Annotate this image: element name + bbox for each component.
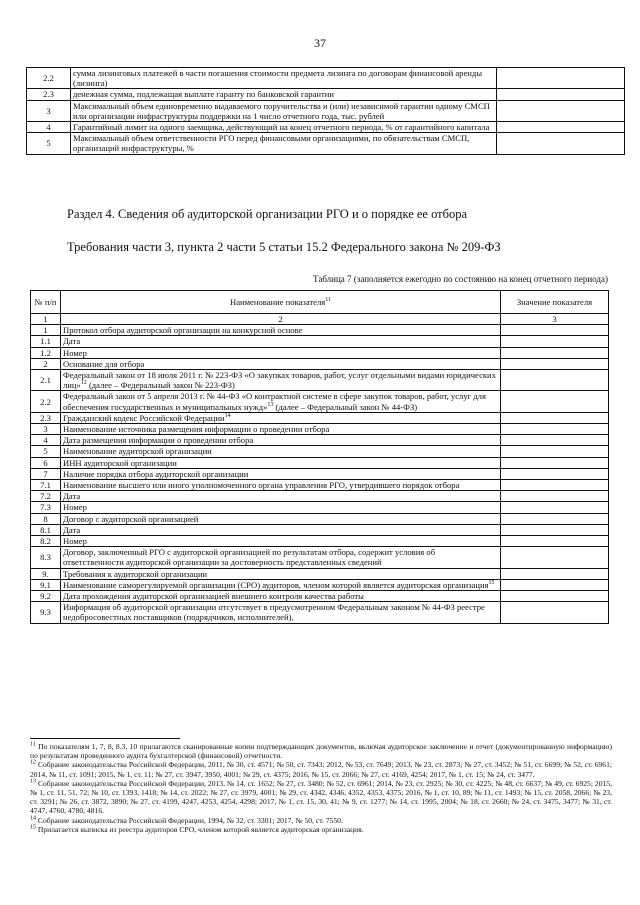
- footnote-text: Собрание законодательства Российской Федерации, 1994, № 32, ст. 3301; 2017, № 50, ст. 7550.: [36, 815, 343, 825]
- footnote-text: Собрание законодательства Российской Федерации, 2013, № 14, ст. 1652; № 27, ст. 3480; № 52, ст. 6961; 2014, № 23, ст. 2925; № 30, ст. 4225; № 48, ст. 6637; № 49, ст. 6925; 2015, № 1, ст. 11, 51, 72; № 10, ст. 1393, 1418; № 14, ст. 2022; № 27, ст. 3979, 4001; № 29, ст. 4342, 4346, 4352, 4353, 4375; 2016, № 1, ст. 10, 89; № 11, ст. 1493; № 15, ст. 2058, 2066; № 23, ст. 3291; № 26, ст. 3872, 3890; № 27, ст. 4199, 4247, 4253, 4254, 4298; 2017, № 1, ст. 15, 30, 41; № 9, ст. 1277; № 14, ст. 1995, 2004; № 18, ст. 2660; № 24, ст. 3475, 3477; № 31, ст. 4747, 4760, 4780, 4816.: [30, 778, 612, 816]
- table-row: [31, 347, 609, 358]
- indicator-value: [501, 391, 609, 412]
- indicator-text: Дата: [63, 491, 81, 502]
- table-row: [31, 391, 609, 412]
- row-number: 3: [27, 100, 71, 121]
- row-number: 8.2: [31, 536, 61, 547]
- table-row: [27, 89, 625, 100]
- table-row: [31, 358, 609, 369]
- indicator-name: Гарантийный лимит на одного заемщика, действующий на конец отчетного периода, % от гарантийного капитала: [71, 122, 497, 133]
- indicator-value: [501, 424, 609, 435]
- indicator-name: [61, 336, 501, 347]
- table-row: [31, 568, 609, 579]
- indicator-text: Наличие порядка отбора аудиторской организации: [63, 468, 249, 479]
- table-row: [31, 524, 609, 535]
- row-number: 3: [31, 424, 61, 435]
- indicator-value: [501, 524, 609, 535]
- indicator-name: [61, 347, 501, 358]
- table-row: [31, 579, 609, 590]
- indicator-name: [61, 468, 501, 479]
- colnum-2: 2: [61, 314, 501, 325]
- table-row: [31, 513, 609, 524]
- indicator-name: [61, 435, 501, 446]
- table-caption: Таблица 7 (заполняется ежегодно по состоянию на конец отчетного периода): [313, 274, 608, 284]
- indicator-value: [501, 513, 609, 524]
- indicator-name: [61, 446, 501, 457]
- table-row: [31, 591, 609, 602]
- table-row: [27, 68, 625, 89]
- row-number: 8: [31, 513, 61, 524]
- indicator-value: [497, 100, 625, 121]
- indicator-value: [501, 536, 609, 547]
- indicator-value: [501, 491, 609, 502]
- indicator-text-tail: (далее – Федеральный закон № 223-ФЗ): [86, 380, 235, 391]
- indicator-text: Номер: [63, 536, 87, 547]
- indicator-text-tail: (далее – Федеральный закон № 44-ФЗ): [273, 401, 418, 412]
- indicator-name: [61, 547, 501, 568]
- indicator-text: Номер: [63, 347, 87, 358]
- indicator-name: [61, 358, 501, 369]
- footnote-mark: 15: [30, 824, 36, 831]
- indicator-text: Протокол отбора аудиторской организации на конкурсной основе: [63, 325, 303, 336]
- footnote: [30, 816, 612, 825]
- table-row: [31, 547, 609, 568]
- table-row: [31, 424, 609, 435]
- header-num: № п/п: [31, 291, 61, 314]
- indicator-name: [61, 536, 501, 547]
- indicator-value: [501, 568, 609, 579]
- footnote: [30, 760, 612, 778]
- row-number: 5: [31, 446, 61, 457]
- row-number: 4: [27, 122, 71, 133]
- indicator-text: Наименование саморегулируемой организации (СРО) аудиторов, членом которой является аудиторская организация: [63, 579, 489, 590]
- indicator-text: Наименование высшего или иного уполномоченного органа управления РГО, утвердившего порядок отбора: [63, 480, 460, 491]
- indicator-text: Номер: [63, 502, 87, 513]
- indicator-value: [501, 325, 609, 336]
- footnote-mark: 14: [30, 815, 36, 822]
- indicator-value: [501, 412, 609, 423]
- row-number: 7: [31, 468, 61, 479]
- row-number: 2: [31, 358, 61, 369]
- table-row: [31, 480, 609, 491]
- indicator-value: [501, 579, 609, 590]
- indicator-name: [61, 370, 501, 391]
- footnote-ref: 13: [267, 401, 274, 408]
- row-number: 2.3: [27, 89, 71, 100]
- indicator-value: [501, 591, 609, 602]
- footnote-ref: 12: [80, 380, 87, 387]
- row-number: 9.1: [31, 579, 61, 590]
- section-title: Раздел 4. Сведения об аудиторской организации РГО и о порядке ее отбора: [67, 207, 468, 221]
- indicator-text: Дата размещения информации о проведении отбора: [63, 435, 254, 446]
- indicator-name: [61, 502, 501, 513]
- indicator-name: [61, 457, 501, 468]
- indicator-text: Информация об аудиторской организации отсутствует в предусмотренном Федеральным законом № 44-ФЗ реестре недобросовестных поставщиков (подрядчиков, исполнителей),: [63, 602, 485, 623]
- indicator-name: [61, 568, 501, 579]
- table-row: [31, 602, 609, 623]
- indicator-value: [501, 336, 609, 347]
- footnotes: [30, 742, 612, 834]
- row-number: 4: [31, 435, 61, 446]
- header-name: [61, 291, 501, 314]
- header-name-sup: 11: [325, 297, 332, 304]
- indicator-text: Федеральный закон от 5 апреля 2013 г. № 44-ФЗ «О контрактной системе в сфере закупок товаров, работ, услуг для обеспечения государственных и муниципальных нужд»: [63, 391, 486, 412]
- table-row: [27, 122, 625, 133]
- indicator-name: [61, 591, 501, 602]
- row-number: 9.2: [31, 591, 61, 602]
- indicator-text: Дата: [63, 524, 81, 535]
- footnote-ref: 15: [488, 580, 495, 587]
- indicator-value: [501, 370, 609, 391]
- table-row: [31, 435, 609, 446]
- indicator-name: [61, 424, 501, 435]
- indicator-text: Основание для отбора: [63, 358, 145, 369]
- row-number: 1: [31, 325, 61, 336]
- column-numbers-row: [31, 314, 609, 325]
- row-number: 1.1: [31, 336, 61, 347]
- row-number: 5: [27, 133, 71, 154]
- indicator-name: [61, 524, 501, 535]
- indicator-value: [497, 122, 625, 133]
- footnote: [30, 779, 612, 816]
- row-number: 2.2: [31, 391, 61, 412]
- table-row: [31, 325, 609, 336]
- row-number: 6: [31, 457, 61, 468]
- indicator-value: [501, 446, 609, 457]
- table-row: [31, 370, 609, 391]
- indicator-value: [501, 435, 609, 446]
- indicator-name: денежная сумма, подлежащая выплате гаранту по банковской гарантии: [71, 89, 497, 100]
- indicator-text: Федеральный закон от 18 июля 2011 г. № 223-ФЗ «О закупках товаров, работ, услуг отдельными видами юридических лиц»: [63, 370, 496, 391]
- indicator-value: [501, 480, 609, 491]
- indicator-value: [501, 468, 609, 479]
- row-number: 1.2: [31, 347, 61, 358]
- indicator-name: [61, 480, 501, 491]
- indicator-value: [501, 347, 609, 358]
- row-number: 7.3: [31, 502, 61, 513]
- table-row: [27, 100, 625, 121]
- table-row: [27, 133, 625, 154]
- colnum-3: 3: [501, 314, 609, 325]
- indicator-text: Гражданский кодекс Российской Федерации: [63, 412, 225, 423]
- table-row: [31, 468, 609, 479]
- footnote-mark: 11: [30, 741, 36, 748]
- indicator-name: [61, 513, 501, 524]
- indicator-text: Требования к аудиторской организации: [63, 568, 208, 579]
- footnote-ref: 14: [224, 412, 231, 419]
- indicator-name: [61, 491, 501, 502]
- indicator-value: [501, 602, 609, 623]
- footnote: [30, 742, 612, 760]
- indicator-text: Договор с аудиторской организацией: [63, 513, 199, 524]
- top-continuation-table: [26, 67, 625, 155]
- indicator-value: [501, 457, 609, 468]
- indicator-text: Дата: [63, 336, 81, 347]
- indicator-value: [497, 89, 625, 100]
- indicator-value: [501, 547, 609, 568]
- row-number: 9.: [31, 568, 61, 579]
- row-number: 8.3: [31, 547, 61, 568]
- colnum-1: 1: [31, 314, 61, 325]
- indicator-text: Наименование источника размещения информации о проведении отбора: [63, 424, 330, 435]
- row-number: 2.1: [31, 370, 61, 391]
- indicator-name: Максимальный объем ответственности РГО перед финансовыми организациями, по обязательствам СМСП, организаций инфраструктуры, %: [71, 133, 497, 154]
- indicator-value: [501, 358, 609, 369]
- indicator-name: [61, 412, 501, 423]
- footnote-text: По показателям 1, 7, 8, 8.3, 10 прилагаются сканированные копии подтверждающих документов, включая аудиторское заключение и отчет (документированную информацию) по результатам проведенного аудита бухгалтерской (финансовой) отчетности.: [30, 742, 612, 761]
- row-number: 2.2: [27, 68, 71, 89]
- table-header-row: [31, 291, 609, 314]
- indicator-text: Наименование аудиторской организации: [63, 446, 212, 457]
- row-number: 7.2: [31, 491, 61, 502]
- footnote: [30, 825, 612, 834]
- table-row: [31, 336, 609, 347]
- row-number: 8.1: [31, 524, 61, 535]
- footnote-mark: 12: [30, 759, 36, 766]
- indicator-text: Дата прохождения аудиторской организацией внешнего контроля качества работы: [63, 591, 364, 602]
- header-name-text: Наименование показателя: [229, 296, 326, 307]
- indicator-name: [61, 602, 501, 623]
- indicator-value: [497, 68, 625, 89]
- auditor-info-table: [30, 290, 609, 624]
- indicator-value: [497, 133, 625, 154]
- indicator-value: [501, 502, 609, 513]
- indicator-text: ИНН аудиторской организации: [63, 457, 177, 468]
- table-row: [31, 536, 609, 547]
- table-row: [31, 412, 609, 423]
- footnote-rule: [30, 738, 180, 739]
- row-number: 9.3: [31, 602, 61, 623]
- table-row: [31, 446, 609, 457]
- header-value: Значение показателя: [501, 291, 609, 314]
- indicator-name: сумма лизинговых платежей в части погашения стоимости предмета лизинга по договорам финансовой аренды (лизинга): [71, 68, 497, 89]
- table-row: [31, 491, 609, 502]
- table-row: [31, 457, 609, 468]
- row-number: 7.1: [31, 480, 61, 491]
- table-row: [31, 502, 609, 513]
- footnote-text: Прилагается выписка из реестра аудиторов СРО, членом которой является аудиторская организация.: [36, 824, 364, 834]
- row-number: 2.3: [31, 412, 61, 423]
- indicator-name: [61, 325, 501, 336]
- indicator-text: Договор, заключенный РГО с аудиторской организацией по результатам отбора, содержит условия об ответственности аудиторской организации за достоверность представленных сведений: [63, 547, 436, 568]
- footnote-mark: 13: [30, 778, 36, 785]
- page-number: 37: [314, 36, 326, 50]
- indicator-name: Максимальный объем единовременно выдаваемого поручительства и (или) независимой гарантии одному СМСП или организации инфраструктуры поддержки на 1 число отчетного года, тыс. рублей: [71, 100, 497, 121]
- footnote-text: Собрание законодательства Российской Федерации, 2011, № 30, ст. 4571; № 50, ст. 7343; 2012, № 53, ст. 7649; 2013, № 23, ст. 2873; № 27, ст. 3452; № 51, ст. 6699; № 52, ст. 6961; 2014, № 11, ст. 1091; 2015, № 1, ст. 11; № 27, ст. 3947, 3950, 4001; № 29, ст. 4375; 2016, № 15, ст. 2066; № 27, ст. 4169, 4254; 2017, № 1, ст. 15; № 24, ст. 3477.: [30, 760, 612, 779]
- indicator-name: [61, 579, 501, 590]
- indicator-name: [61, 391, 501, 412]
- requirements-line: Требования части 3, пункта 2 части 5 статьи 15.2 Федерального закона № 209-ФЗ: [67, 240, 501, 254]
